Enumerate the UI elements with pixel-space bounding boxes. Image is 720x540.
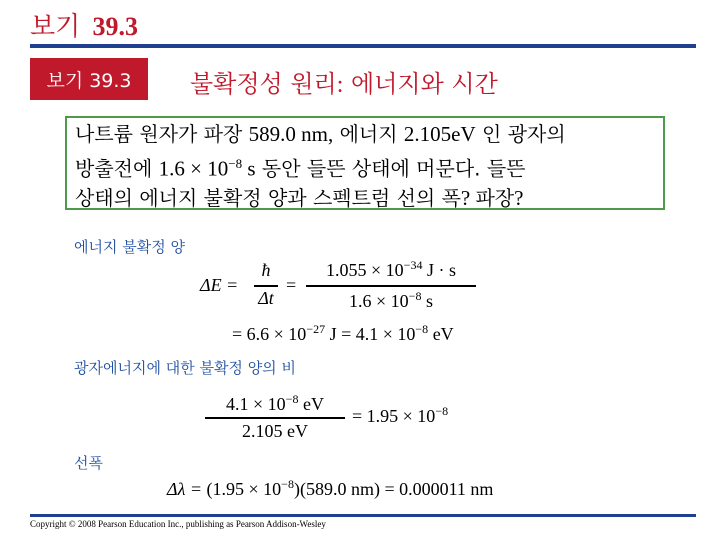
linewidth-result: = 0.000011 nm	[384, 479, 494, 499]
problem-value: 2.105eV	[403, 122, 476, 146]
heading-colon: :	[336, 72, 344, 98]
numerator-mantissa: 1.055 × 10	[326, 260, 404, 280]
delta-t-symbol: Δt	[258, 288, 274, 308]
result-unit: eV	[428, 324, 454, 344]
result-exponent: −27	[306, 322, 326, 336]
example-tag: 보기 39.3	[30, 58, 148, 100]
copyright-notice: Copyright © 2008 Pearson Education Inc., publishing as Pearson Addison-Wesley	[30, 519, 326, 529]
problem-exponent: −8	[228, 156, 243, 171]
hbar-symbol: ħ	[261, 260, 271, 280]
heading-text: 불확정성 원리	[190, 70, 337, 98]
problem-text: 동안 들뜬 상태에 머문다. 들뜬	[255, 156, 526, 181]
problem-value: 1.6 × 10	[158, 156, 229, 181]
energy-uncertainty-result	[232, 322, 454, 345]
ratio-numerator-mantissa: 4.1 × 10	[226, 394, 286, 414]
numerator-unit: J · s	[422, 260, 456, 280]
result-part: = 6.6 × 10	[232, 324, 307, 344]
fraction-bar	[205, 417, 345, 419]
result-part: J = 4.1 × 10	[325, 324, 416, 344]
fraction-bar	[306, 285, 476, 287]
linewidth-label: 선폭	[74, 454, 103, 472]
problem-text: 상태의 에너지 불확정 양과 스펙트럼 선의 폭	[75, 185, 461, 210]
fraction-bar	[254, 285, 278, 287]
numerator-exponent: −34	[403, 258, 423, 272]
problem-value: ?	[514, 185, 524, 210]
problem-text: 인 광자의	[475, 122, 566, 146]
problem-line-1	[75, 120, 655, 149]
problem-box	[65, 116, 665, 210]
problem-text: 방출전에	[75, 156, 159, 181]
numerator-hbar-value	[306, 258, 476, 281]
problem-line-2	[75, 149, 655, 184]
problem-text: 에너지	[333, 122, 404, 146]
slide-title-prefix: 보기	[30, 12, 81, 42]
problem-value: 589.0 nm,	[248, 122, 334, 146]
slide-title-number: 39.3	[92, 12, 138, 41]
linewidth-equation	[167, 477, 493, 500]
problem-value: ?	[460, 185, 476, 210]
ratio-numerator-unit: eV	[298, 394, 324, 414]
result-exponent: −8	[415, 322, 429, 336]
ratio-numerator-exponent: −8	[285, 392, 299, 406]
heading-rest: 에너지와 시간	[343, 70, 498, 98]
ratio-result-mantissa: = 1.95 × 10	[352, 406, 436, 426]
bottom-rule	[30, 514, 696, 517]
top-rule	[30, 44, 696, 48]
problem-text: 나트륨 원자가 파장	[75, 122, 249, 146]
ratio-denominator: 2.105 eV	[242, 421, 308, 441]
denominator-unit: s	[421, 291, 433, 311]
denominator-time-value	[306, 289, 476, 312]
equals-sign: =	[286, 275, 297, 295]
problem-line-3	[75, 184, 655, 213]
delta-e-lhs: ΔE =	[200, 275, 239, 295]
slide-title	[30, 6, 138, 43]
delta-lambda-lhs: Δλ =	[167, 479, 203, 499]
ratio-result-exponent: −8	[435, 404, 449, 418]
ratio-label: 광자에너지에 대한 불확정 양의 비	[74, 359, 296, 377]
section-heading	[190, 64, 498, 99]
problem-text: 파장	[475, 185, 515, 210]
energy-uncertainty-label: 에너지 불확정 양	[74, 238, 185, 256]
ratio-result	[352, 404, 448, 427]
linewidth-factor: (1.95 × 10	[206, 479, 282, 499]
linewidth-factor: )(589.0 nm)	[293, 479, 380, 499]
denominator-mantissa: 1.6 × 10	[349, 291, 409, 311]
problem-value: s	[242, 156, 256, 181]
ratio-numerator	[205, 392, 345, 415]
denominator-exponent: −8	[408, 289, 422, 303]
linewidth-exponent: −8	[281, 477, 294, 491]
